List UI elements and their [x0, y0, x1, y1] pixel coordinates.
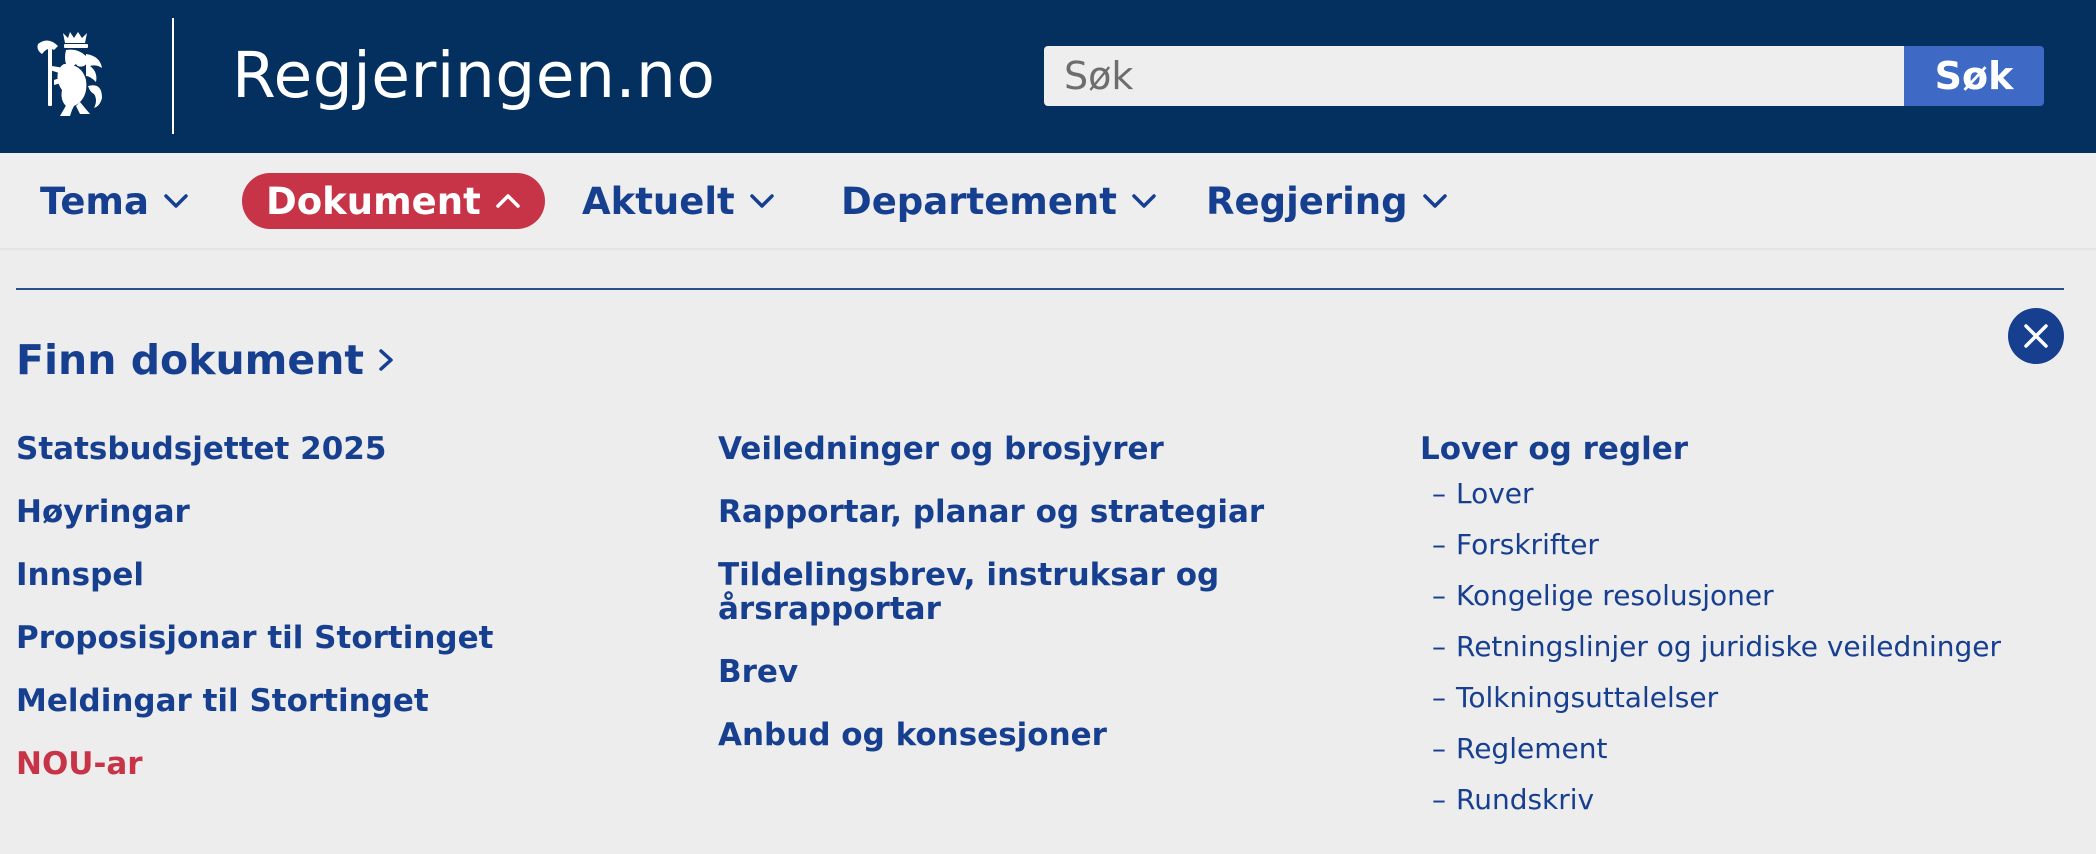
sublink-lover[interactable] — [1420, 477, 2060, 511]
sublink-rundskriv[interactable] — [1420, 783, 2060, 817]
link-rapportar[interactable]: Rapportar, planar og strategiar — [718, 494, 1265, 530]
panel-divider — [16, 288, 2064, 290]
nav-item-label: Tema — [40, 179, 149, 223]
panel-column-3 — [1420, 432, 2060, 834]
finn-dokument-label: Finn dokument — [16, 336, 364, 384]
link-innspel[interactable]: Innspel — [16, 557, 144, 593]
finn-dokument-link[interactable] — [16, 336, 396, 384]
link-tildelingsbrev[interactable]: Tildelingsbrev, instruksar og årsrapportar — [718, 557, 1220, 627]
coat-of-arms-lion-icon[interactable] — [34, 30, 114, 125]
nav-item-label: Dokument — [266, 179, 481, 223]
nav-item-departement[interactable] — [841, 173, 1157, 229]
nav-item-label: Departement — [841, 179, 1117, 223]
nav-item-dokument[interactable] — [242, 173, 545, 229]
nav-item-aktuelt[interactable] — [582, 173, 775, 229]
site-title[interactable]: Regjeringen.no — [232, 39, 716, 112]
link-meldingar[interactable]: Meldingar til Stortinget — [16, 683, 429, 719]
chevron-down-icon — [1131, 192, 1157, 210]
chevron-down-icon — [1422, 192, 1448, 210]
sublink-label: Forskrifter — [1456, 528, 1599, 561]
sublink-label: Rundskriv — [1456, 783, 1595, 816]
sublink-reglement[interactable] — [1420, 732, 2060, 766]
link-nou-ar[interactable]: NOU-ar — [16, 746, 143, 782]
link-lover-og-regler[interactable]: Lover og regler — [1420, 431, 1689, 467]
nav-item-regjering[interactable] — [1206, 173, 1448, 229]
dash-marker: – — [1432, 681, 1446, 714]
link-proposisjonar[interactable]: Proposisjonar til Stortinget — [16, 620, 494, 656]
nav-item-label: Regjering — [1206, 179, 1408, 223]
sublink-label: Lover — [1456, 477, 1534, 510]
dash-marker: – — [1432, 528, 1446, 561]
site-header — [0, 0, 2096, 153]
sublink-kongelige-resolusjoner[interactable] — [1420, 579, 2060, 613]
sublink-label: Reglement — [1456, 732, 1608, 765]
dash-marker: – — [1432, 783, 1446, 816]
panel-column-2 — [718, 432, 1278, 781]
chevron-down-icon — [163, 192, 189, 210]
sublink-label: Tolkningsuttalelser — [1456, 681, 1719, 714]
main-nav — [0, 153, 2096, 248]
sublink-label: Retningslinjer og juridiske veiledninger — [1456, 630, 2002, 663]
dash-marker: – — [1432, 477, 1446, 510]
panel-column-1 — [16, 432, 656, 810]
sublink-label: Kongelige resolusjoner — [1456, 579, 1774, 612]
search-input[interactable] — [1044, 46, 1904, 106]
link-veiledninger[interactable]: Veiledninger og brosjyrer — [718, 431, 1164, 467]
nav-item-tema[interactable] — [40, 173, 189, 229]
chevron-up-icon — [495, 192, 521, 210]
close-button[interactable] — [2008, 308, 2064, 364]
header-divider — [172, 18, 174, 134]
sublink-retningslinjer[interactable] — [1420, 630, 2060, 664]
link-anbud[interactable]: Anbud og konsesjoner — [718, 717, 1107, 753]
chevron-right-icon — [376, 345, 396, 375]
dash-marker: – — [1432, 630, 1446, 663]
chevron-down-icon — [749, 192, 775, 210]
dash-marker: – — [1432, 732, 1446, 765]
close-icon — [2022, 322, 2050, 350]
link-brev[interactable]: Brev — [718, 654, 799, 690]
link-statsbudsjettet[interactable]: Statsbudsjettet 2025 — [16, 431, 387, 467]
nav-item-label: Aktuelt — [582, 179, 735, 223]
dash-marker: – — [1432, 579, 1446, 612]
sublink-forskrifter[interactable] — [1420, 528, 2060, 562]
link-hoyringar[interactable]: Høyringar — [16, 494, 190, 530]
search-button[interactable]: Søk — [1904, 46, 2044, 106]
lover-sublist — [1420, 477, 2060, 817]
sublink-tolkningsuttalelser[interactable] — [1420, 681, 2060, 715]
